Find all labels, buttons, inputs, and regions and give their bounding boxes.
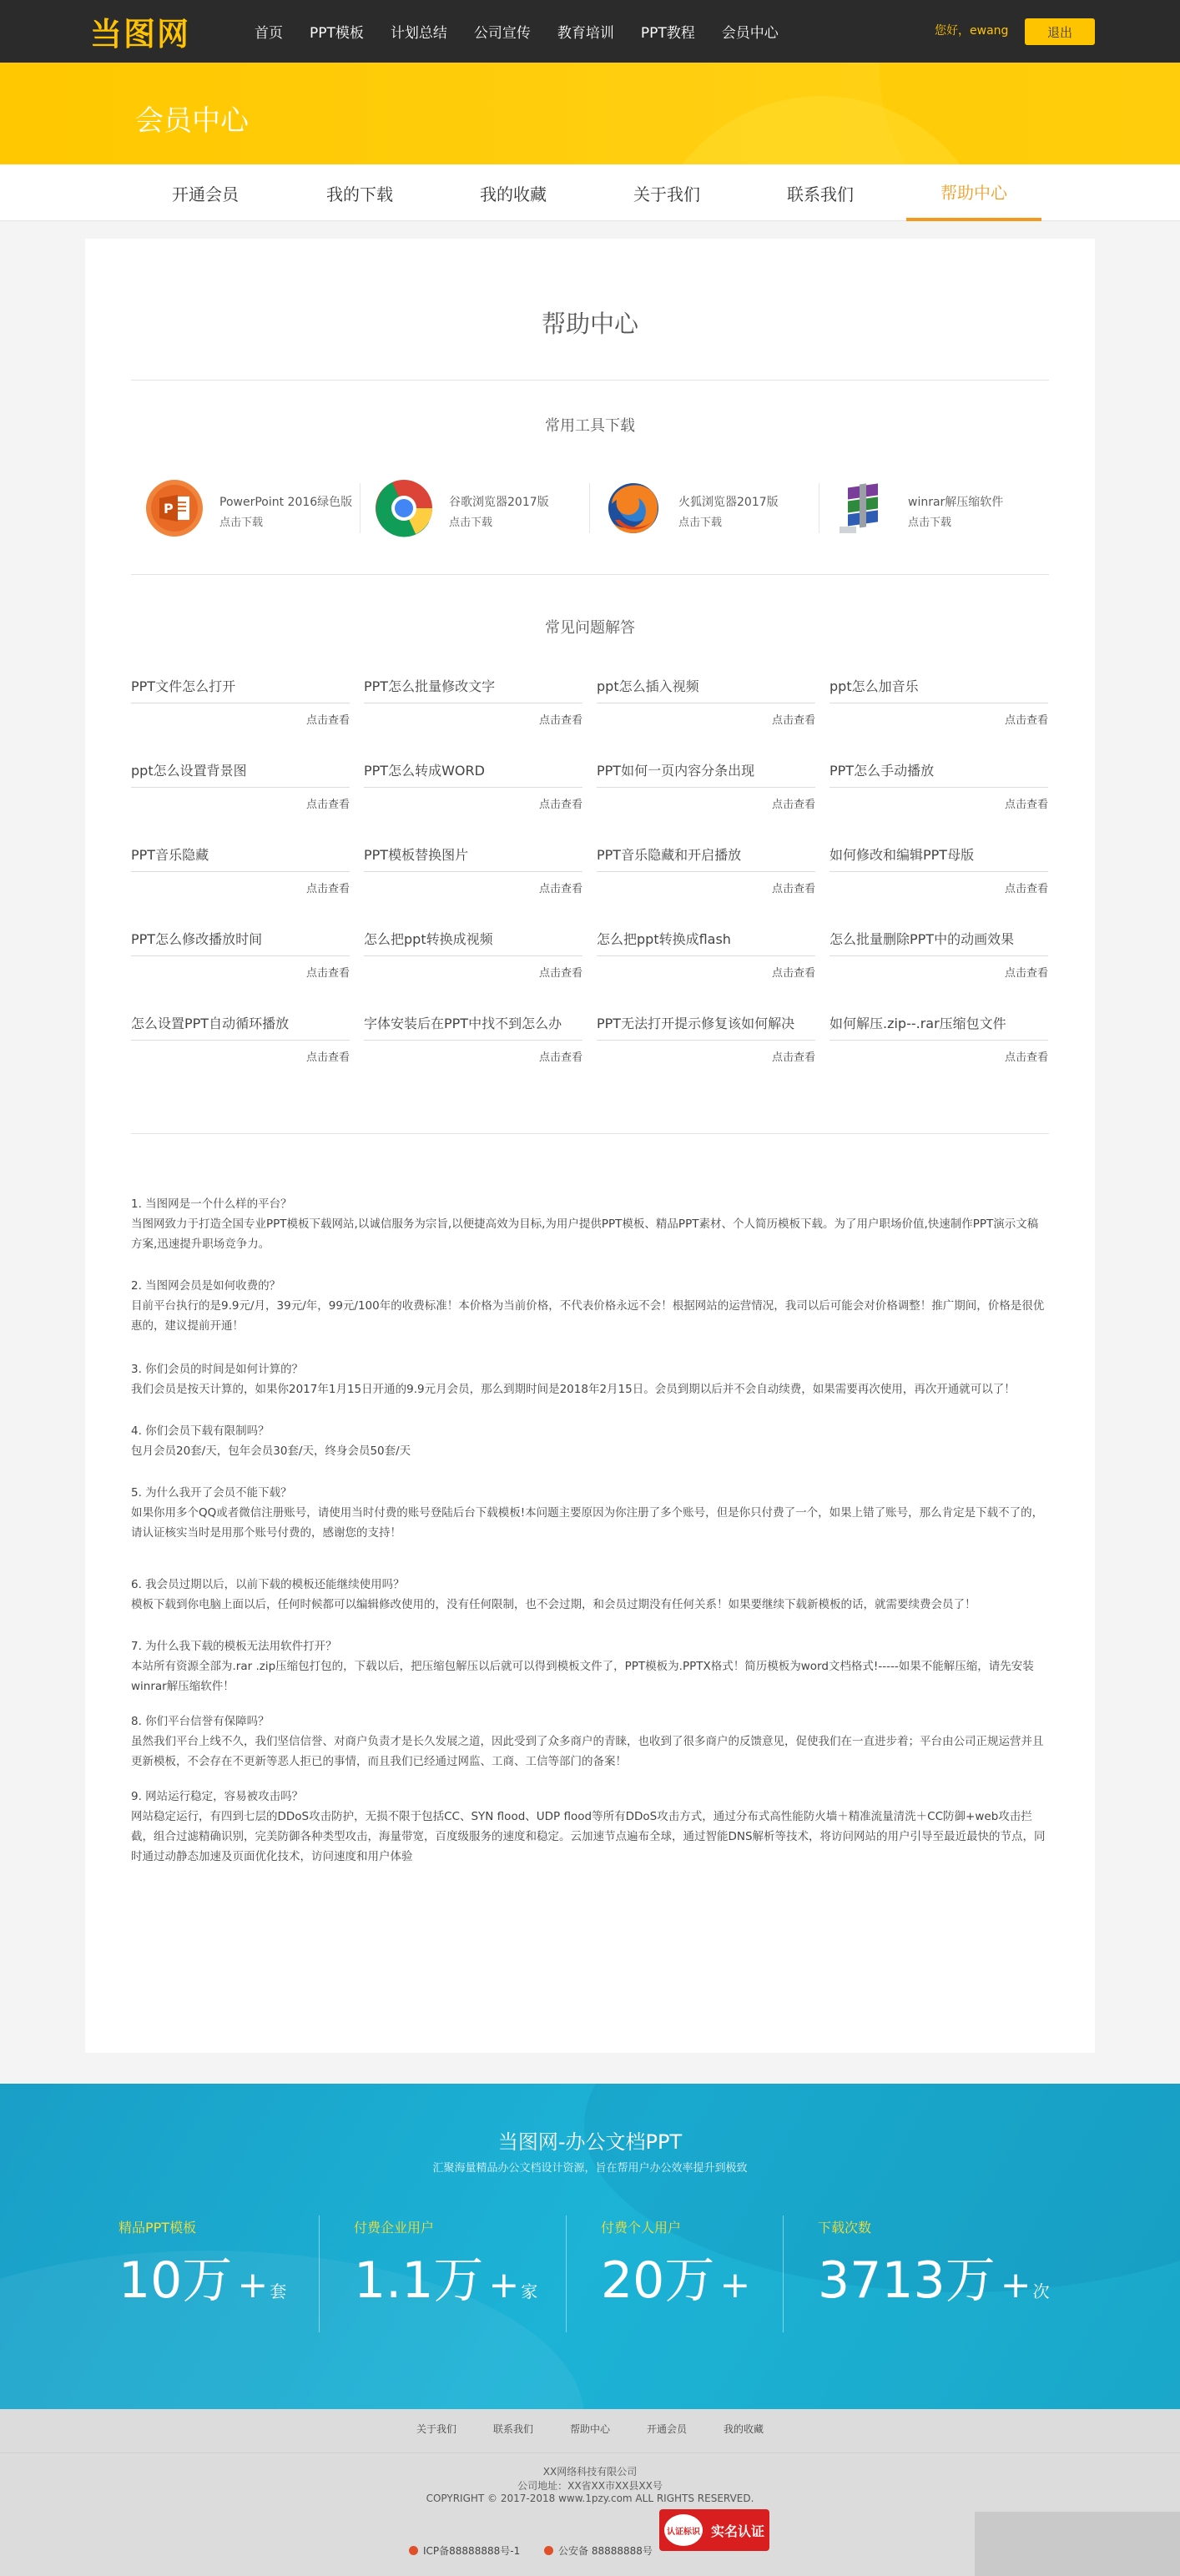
tab-help-center[interactable]: 帮助中心 <box>906 164 1041 221</box>
faq-item[interactable] <box>597 760 815 842</box>
answer-question: 4. 你们会员下载有限制吗？ <box>131 1424 270 1438</box>
stats-subtitle: 汇聚海量精品办公文档设计资源，旨在帮用户办公效率提升到极致 <box>432 2162 748 2175</box>
footer-address: 公司地址：XX省XX市XX县XX号 <box>517 2480 663 2492</box>
page-title: 帮助中心 <box>541 310 638 338</box>
tool-download-link[interactable]: 点击下载 <box>219 517 264 529</box>
divider <box>566 2216 567 2332</box>
stats-title: 当图网-办公文档PPT <box>497 2130 683 2154</box>
stat-number: 20万 + <box>601 2251 751 2310</box>
floating-box <box>975 2512 1180 2576</box>
winrar-icon <box>833 478 893 538</box>
faq-answer-item <box>131 1636 1049 1696</box>
cert-seal-icon: 认证标识 <box>663 2513 704 2548</box>
faq-item[interactable] <box>830 1013 1048 1095</box>
tab-contact-us[interactable]: 联系我们 <box>787 184 854 204</box>
firefox-icon <box>603 478 663 538</box>
divider <box>830 1040 1048 1041</box>
divider <box>319 2216 320 2332</box>
faq-view-link[interactable]: 点击查看 <box>1004 799 1048 811</box>
faq-view-link[interactable]: 点击查看 <box>305 799 350 811</box>
nav-link-member-center[interactable]: 会员中心 <box>721 25 779 42</box>
footer-copyright: COPYRIGHT © 2017-2018 www.1pzy.com ALL RIGHTS RESERVED. <box>426 2493 754 2504</box>
banner-title: 会员中心 <box>135 104 249 138</box>
stat-item <box>354 2217 596 2351</box>
faq-item[interactable] <box>830 929 1048 1011</box>
tab-my-downloads[interactable]: 我的下载 <box>326 184 393 204</box>
answer-question: 7. 为什么我下载的模板无法用软件打开？ <box>131 1640 337 1653</box>
tab-about-us[interactable]: 关于我们 <box>633 184 700 204</box>
tool-item-winrar[interactable] <box>819 476 1049 543</box>
faq-question[interactable]: 如何解压.zip--.rar压缩包文件 <box>830 1016 1006 1031</box>
faq-question[interactable]: PPT怎么修改播放时间 <box>131 931 263 947</box>
answer-text: 模板下载到你电脑上面以后，任何时候都可以编辑修改使用的，没有任何限制，也不会过期，和会员过期没有任何关系！如果要继续下载新模板的话，就需要续费会员了！ <box>131 1598 976 1611</box>
answer-text: 本站所有资源全部为.rar .zip压缩包打包的，下载以后，把压缩包解压以后就可以得到模板文件了，PPT模板为.PPTX格式！简历模板为word文档格式!-----如果不能解压缩，请先安装winrar解压缩软件！ <box>131 1660 1034 1693</box>
answer-text: 网站稳定运行，有四到七层的DDoS攻击防护，无损不限于包括CC、SYN flood、UDP flood等所有DDoS攻击方式，通过分布式高性能防火墙＋精准流量清洗＋CC防御+web攻击拦截，组合过滤精确识别，完美防御各种类型攻击，海量带宽，百度级服务的速度和稳定。云加速节点遍布全球，通过智能DNS解析等技术，将访问网站的用户引导至最近最快的节点，同时通过动静态加速及页面优化技术，访问速度和用户体验 <box>131 1810 1046 1863</box>
top-navbar <box>0 0 1180 63</box>
faq-item[interactable] <box>830 676 1048 758</box>
faq-question[interactable]: 怎么设置PPT自动循环播放 <box>131 1016 290 1031</box>
stat-label: 精品PPT模板 <box>119 2220 197 2236</box>
nav-link-company-promo[interactable]: 公司宣传 <box>473 25 531 42</box>
faq-answer-item <box>131 1276 1049 1336</box>
divider <box>131 955 350 956</box>
faq-view-link[interactable]: 点击查看 <box>538 883 582 895</box>
chrome-icon <box>374 478 434 538</box>
faq-question[interactable]: 如何修改和编辑PPT母版 <box>830 847 975 863</box>
faq-item[interactable] <box>364 929 582 1011</box>
answer-text: 虽然我们平台上线不久，我们坚信信誉、对商户负责才是长久发展之道，因此受到了众多商户的青睐，也收到了很多商户的反馈意见，促使我们在一直进步着；平台由公司正规运营并且更新模板，不会存在不更新等恶人拒已的事情，而且我们已经通过网监、工商、工信等部门的备案！ <box>131 1735 1044 1768</box>
faq-answer-item <box>131 1711 1049 1772</box>
faq-item[interactable] <box>131 676 350 758</box>
badge-icon <box>409 2546 418 2555</box>
faq-view-link[interactable]: 点击查看 <box>771 883 815 895</box>
faq-item[interactable] <box>364 676 582 758</box>
tool-item-chrome[interactable] <box>361 476 590 543</box>
divider <box>364 787 582 788</box>
divider <box>783 2216 784 2332</box>
faq-item[interactable] <box>597 844 815 926</box>
stat-number: 1.1万 + 家 <box>354 2251 538 2310</box>
site-logo[interactable]: 当图网 <box>90 15 191 53</box>
police-record[interactable]: 公安备 88888888号 <box>544 2543 653 2558</box>
footer-link-favorites[interactable]: 我的收藏 <box>724 2423 764 2435</box>
tool-download-link[interactable]: 点击下载 <box>449 517 493 529</box>
faq-answer-item <box>131 1421 1049 1461</box>
faq-question[interactable]: PPT音乐隐藏和开启播放 <box>597 847 742 863</box>
nav-link-ppt-tutorial[interactable]: PPT教程 <box>640 25 695 42</box>
answer-text: 目前平台执行的是9.9元/月，39元/年，99元/100年的收费标准！本价格为当前价格，不代表价格永远不会！根据网站的运营情况，我司以后可能会对价格调整！推广期间，价格是很优惠的，建议提前开通！ <box>131 1299 1045 1333</box>
faq-view-link[interactable]: 点击查看 <box>771 967 815 980</box>
footer-link-membership[interactable]: 开通会员 <box>647 2423 688 2435</box>
faq-question[interactable]: ppt怎么设置背景图 <box>131 763 247 779</box>
powerpoint-icon <box>144 478 204 538</box>
faq-answer-item <box>131 1483 1049 1543</box>
faq-question[interactable]: ppt怎么插入视频 <box>597 678 699 694</box>
divider <box>364 871 582 872</box>
faq-view-link[interactable]: 点击查看 <box>538 967 582 980</box>
faq-question[interactable]: 怎么把ppt转换成flash <box>597 931 731 947</box>
tools-list <box>131 476 1049 543</box>
answer-question: 2. 当图网会员是如何收费的？ <box>131 1279 281 1293</box>
tool-download-link[interactable]: 点击下载 <box>908 517 952 529</box>
user-greeting[interactable]: 您好，ewang <box>935 24 1009 38</box>
divider <box>131 1133 1049 1134</box>
tool-name: PowerPoint 2016绿色版 <box>219 496 353 509</box>
footer-link-about[interactable]: 关于我们 <box>416 2423 456 2435</box>
faq-item[interactable] <box>597 929 815 1011</box>
faq-view-link[interactable]: 点击查看 <box>305 967 350 980</box>
answer-text: 我们会员是按天计算的，如果你2017年1月15日开通的9.9元月会员，那么到期时间是2018年2月15日。会员到期以后并不会自动续费，如果需要再次使用，再次开通就可以了！ <box>131 1383 1016 1396</box>
faq-item[interactable] <box>364 1013 582 1095</box>
answer-question: 8. 你们平台信誉有保障吗？ <box>131 1715 270 1728</box>
divider <box>597 871 815 872</box>
footer-link-contact[interactable]: 联系我们 <box>492 2423 533 2435</box>
divider <box>131 787 350 788</box>
tool-name: 火狐浏览器2017版 <box>678 496 779 509</box>
faq-item[interactable] <box>597 1013 815 1095</box>
faq-view-link[interactable]: 点击查看 <box>538 1051 582 1064</box>
divider <box>597 955 815 956</box>
faq-question[interactable]: PPT如何一页内容分条出现 <box>597 763 755 779</box>
faq-answer-item <box>131 1787 1049 1867</box>
faq-view-link[interactable]: 点击查看 <box>305 714 350 727</box>
divider <box>0 2452 1180 2453</box>
divider <box>131 1040 350 1041</box>
divider <box>830 787 1048 788</box>
faq-item[interactable] <box>131 1013 350 1095</box>
stat-label: 付费企业用户 <box>354 2220 435 2236</box>
stat-label: 付费个人用户 <box>601 2220 682 2236</box>
faq-item[interactable] <box>830 844 1048 926</box>
tab-open-membership[interactable]: 开通会员 <box>172 184 239 204</box>
footer-links <box>0 2422 1180 2436</box>
tool-name: 谷歌浏览器2017版 <box>449 496 549 509</box>
nav-link-ppt-templates[interactable]: PPT模板 <box>310 25 364 42</box>
faq-question[interactable]: PPT模板替换图片 <box>364 847 469 863</box>
answer-question: 9. 网站运行稳定，容易被攻击吗？ <box>131 1790 304 1803</box>
faq-view-link[interactable]: 点击查看 <box>1004 883 1048 895</box>
footer-company: XX网络科技有限公司 <box>542 2466 638 2478</box>
faq-question[interactable]: PPT怎么手动播放 <box>830 763 935 779</box>
tool-item-powerpoint[interactable] <box>131 476 361 543</box>
divider <box>597 1040 815 1041</box>
nav-link-education[interactable]: 教育培训 <box>557 25 614 42</box>
faq-question[interactable]: ppt怎么加音乐 <box>830 678 919 694</box>
main-nav <box>255 0 805 63</box>
answer-question: 6. 我会员过期以后，以前下载的模板还能继续使用吗？ <box>131 1578 405 1591</box>
answer-text: 如果你用多个QQ或者微信注册账号，请使用当时付费的账号登陆后台下载模板!本问题主要原因为你注册了多个账号，但是你只付费了一个，如果上错了账号，那么肯定是下载不了的，请认证核实当时是用那个账号付费的，感谢您的支持！ <box>131 1506 1044 1540</box>
tool-name: winrar解压缩软件 <box>908 496 1004 509</box>
tab-my-favorites[interactable]: 我的收藏 <box>480 184 547 204</box>
divider <box>364 1040 582 1041</box>
stats-section <box>0 2084 1180 2409</box>
faq-view-link[interactable]: 点击查看 <box>1004 1051 1048 1064</box>
realname-cert-badge[interactable]: 认证标识 实名认证 <box>659 2509 769 2551</box>
divider <box>830 955 1048 956</box>
faq-item[interactable] <box>364 760 582 842</box>
answer-text: 包月会员20套/天，包年会员30套/天，终身会员50套/天 <box>131 1444 411 1458</box>
divider <box>131 380 1049 381</box>
divider <box>597 787 815 788</box>
stat-label: 下载次数 <box>818 2220 872 2236</box>
faq-view-link[interactable]: 点击查看 <box>1004 967 1048 980</box>
answer-question: 3. 你们会员的时间是如何计算的？ <box>131 1363 304 1376</box>
faq-question[interactable]: PPT音乐隐藏 <box>131 847 209 863</box>
faq-view-link[interactable]: 点击查看 <box>305 1051 350 1064</box>
faq-view-link[interactable]: 点击查看 <box>771 1051 815 1064</box>
faq-item[interactable] <box>131 929 350 1011</box>
faq-view-link[interactable]: 点击查看 <box>771 714 815 727</box>
tools-section-title: 常用工具下载 <box>545 417 635 435</box>
help-panel <box>85 239 1095 2053</box>
faq-question[interactable]: 怎么批量删除PPT中的动画效果 <box>830 931 1015 947</box>
faq-question[interactable]: PPT文件怎么打开 <box>131 678 236 694</box>
member-banner <box>0 63 1180 164</box>
faq-view-link[interactable]: 点击查看 <box>305 883 350 895</box>
faq-answer-item <box>131 1194 1049 1254</box>
tool-item-firefox[interactable] <box>590 476 819 543</box>
faq-item[interactable] <box>830 760 1048 842</box>
faq-view-link[interactable]: 点击查看 <box>1004 714 1048 727</box>
svg-text:P: P <box>164 501 174 517</box>
faq-view-link[interactable]: 点击查看 <box>771 799 815 811</box>
logout-button[interactable]: 退出 <box>1025 18 1095 45</box>
faq-item[interactable] <box>131 760 350 842</box>
faq-item[interactable] <box>131 844 350 926</box>
police-badge-icon <box>544 2546 553 2555</box>
answer-text: 当图网致力于打造全国专业PPT模板下载网站,以诚信服务为宗旨,以便捷高效为目标,为用户提供PPT模板、精品PPT素材、个人简历模板下载。为了用户职场价值,快速制作PPT演示文稿方案,迅速提升职场竞争力。 <box>131 1217 1039 1251</box>
faq-answer-item <box>131 1359 1049 1399</box>
faq-question[interactable]: 怎么把ppt转换成视频 <box>364 931 493 947</box>
stat-number: 3713万 + 次 <box>818 2251 1050 2310</box>
divider <box>131 574 1049 575</box>
member-tabs <box>0 164 1180 221</box>
faq-item[interactable] <box>364 844 582 926</box>
faq-view-link[interactable]: 点击查看 <box>538 799 582 811</box>
icp-record[interactable]: ICP备88888888号-1 <box>409 2543 520 2558</box>
stat-number: 10万 + 套 <box>119 2251 287 2310</box>
faq-question[interactable]: PPT怎么转成WORD <box>364 763 485 779</box>
answer-question: 1. 当图网是一个什么样的平台？ <box>131 1197 292 1211</box>
answer-question: 5. 为什么我开了会员不能下载？ <box>131 1486 292 1500</box>
stat-item <box>119 2217 361 2351</box>
stat-item <box>601 2217 843 2351</box>
faq-section-title: 常见问题解答 <box>545 619 635 637</box>
nav-link-home[interactable]: 首页 <box>255 25 283 42</box>
footer-link-help[interactable]: 帮助中心 <box>569 2423 610 2435</box>
nav-link-plan-summary[interactable]: 计划总结 <box>390 25 447 42</box>
faq-item[interactable] <box>597 676 815 758</box>
divider <box>364 955 582 956</box>
divider <box>830 871 1048 872</box>
faq-question[interactable]: 字体安装后在PPT中找不到怎么办 <box>364 1016 562 1031</box>
faq-question[interactable]: PPT无法打开提示修复该如何解决 <box>597 1016 795 1031</box>
faq-question[interactable]: PPT怎么批量修改文字 <box>364 678 496 694</box>
tool-download-link[interactable]: 点击下载 <box>678 517 723 529</box>
divider <box>131 871 350 872</box>
stat-item <box>818 2217 1060 2351</box>
faq-view-link[interactable]: 点击查看 <box>538 714 582 727</box>
faq-answer-item <box>131 1575 1049 1615</box>
